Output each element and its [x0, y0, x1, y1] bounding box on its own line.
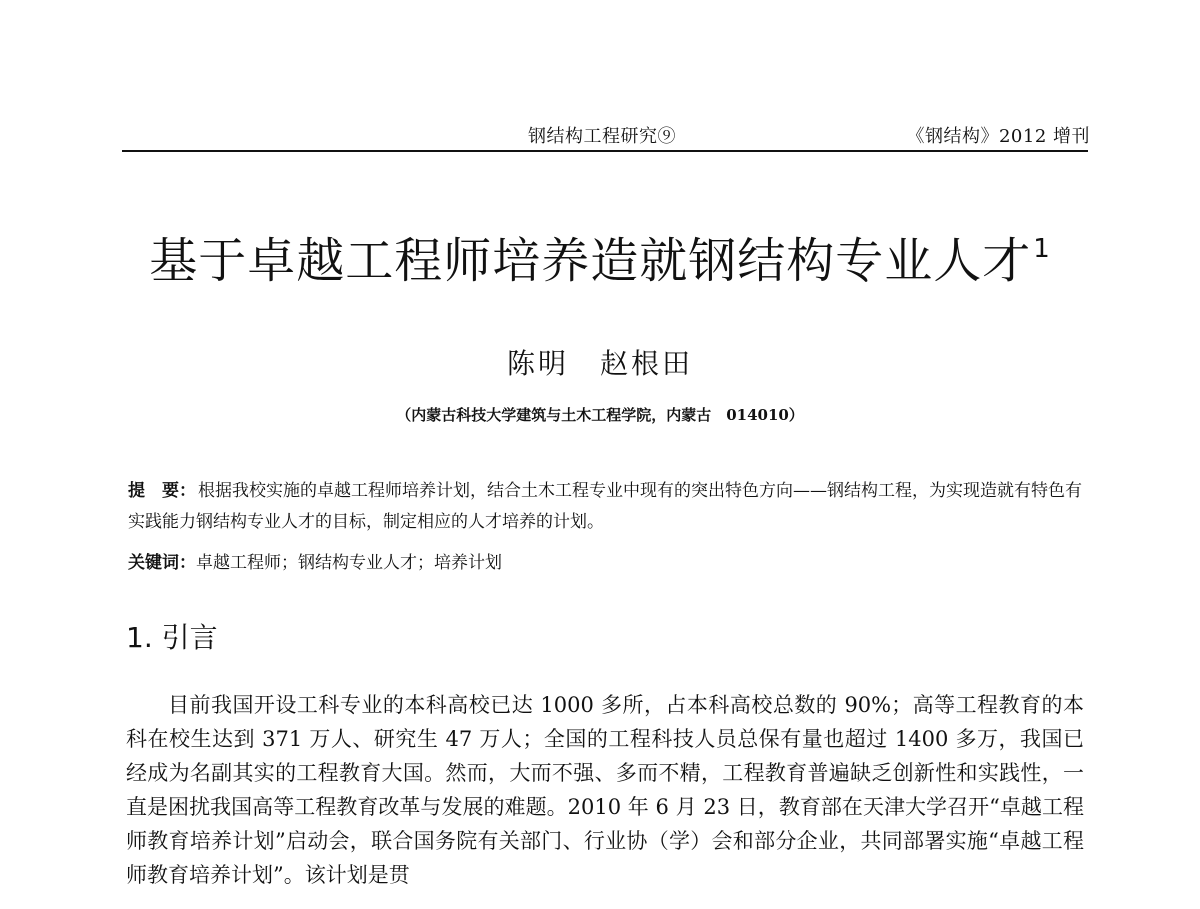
running-header-issue: 《钢结构》2012 增刊 [906, 126, 1090, 147]
abstract [128, 476, 1083, 538]
paper-title-text: 基于卓越工程师培养造就钢结构专业人才 [149, 233, 1032, 289]
keywords-text: 卓越工程师；钢结构专业人才；培养计划 [196, 553, 502, 573]
authors: 陈明 赵根田 [506, 347, 693, 380]
title-footnote-mark: 1 [1033, 234, 1051, 264]
keywords [128, 548, 1083, 579]
header-rule [122, 150, 1088, 152]
keywords-label: 关键词： [128, 553, 196, 573]
abstract-text: 根据我校实施的卓越工程师培养计划，结合土木工程专业中现有的突出特色方向——钢结构工程，为实现造就有特色有实践能力钢结构专业人才的目标，制定相应的人才培养的计划。 [128, 481, 1082, 532]
affiliation: （内蒙古科技大学建筑与土木工程学院，内蒙古 014010） [396, 406, 804, 424]
paper-title [0, 222, 1200, 291]
abstract-label: 提 要： [128, 481, 196, 501]
body-paragraph: 目前我国开设工科专业的本科高校已达 1000 多所，占本科高校总数的 90%；高等工程教育的本科在校生达到 371 万人、研究生 47 万人；全国的工程科技人员总保有量也超过 1400 多万，我国已经成为名副其实的工程教育大国。然而，大而不强、多而不精，工程教育普遍缺乏创新性和实践性，一直是困扰我国高等工程教育改革与发展的难题。2010 年 6 月 23 日，教育部在天津大学召开“卓越工程师教育培养计划”启动会，联合国务院有关部门、行业协（学）会和部分企业，共同部署实施“卓越工程师教育培养计划”。该计划是贯 [126, 693, 1084, 887]
section-heading: 1. 引言 [126, 621, 218, 654]
running-header-section: 钢结构工程研究⑨ [528, 126, 676, 147]
